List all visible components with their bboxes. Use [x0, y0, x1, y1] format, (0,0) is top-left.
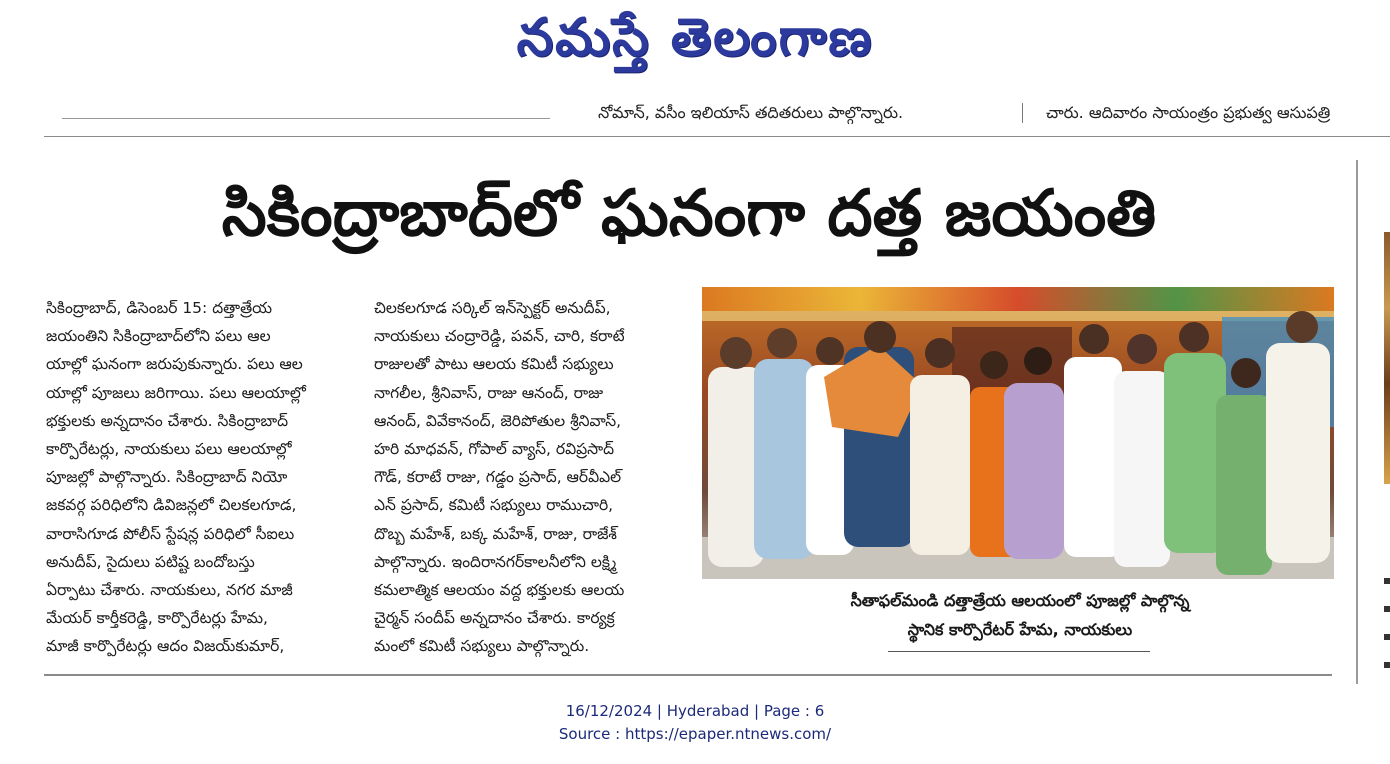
article-line: పూజల్లో పాల్గొన్నారు. సికింద్రాబాద్ నియో: [46, 468, 288, 487]
article-line: యాల్లో ఘనంగా జరుపుకున్నారు. పలు ఆల: [46, 355, 303, 374]
article-headline: సికింద్రాబాద్‌లో ఘనంగా దత్త జయంతి: [221, 177, 1157, 251]
group-photo-illustration: [702, 287, 1334, 579]
article-line: ఆనంద్, వివేకానంద్, జెరిపోతుల శ్రీనివాస్,: [374, 411, 622, 430]
article-line: నాయకులు చంద్రారెడ్డి, పవన్, చారి, కరాటే: [374, 327, 625, 346]
caption-line: స్థానిక కార్పొరేటర్ హేమ, నాయకులు: [907, 620, 1133, 639]
article-line: హరి మాధవన్, గోపాల్ వ్యాస్, రవిప్రసాద్: [374, 440, 615, 459]
article-line: మేయర్ కార్తీకరెడ్డి, కార్పొరేటర్లు హేమ,: [46, 609, 268, 628]
adjacent-photo-edge: [1384, 232, 1390, 484]
article-line: ఎన్ ప్రసాద్, కమిటీ సభ్యులు రాముచారి,: [374, 496, 614, 515]
article-line: సికింద్రాబాద్, డిసెంబర్ 15: దత్తాత్రేయ: [46, 299, 273, 317]
article-line: జయంతిని సికింద్రాబాద్‌లోని పలు ఆల: [46, 327, 271, 346]
article-line: నాగలీల, శ్రీనివాస్, రాజు ఆనంద్, రాజు: [374, 383, 604, 402]
article-line: మంలో కమిటీ సభ్యులు పాల్గొన్నారు.: [374, 637, 590, 656]
article-line: కమలాత్మిక ఆలయం వద్ద భక్తులకు ఆలయ: [374, 581, 625, 600]
previous-story-ending: నోమాన్, వసీం ఇలియాస్ తదితరులు పాల్గొన్నారు.: [598, 103, 904, 122]
source-link[interactable]: Source : https://epaper.ntnews.com/: [558, 725, 832, 743]
photo-caption: [780, 586, 1260, 644]
article-photo: [702, 287, 1334, 579]
adjacent-text-edge: [1384, 578, 1390, 678]
article-line: భక్తులకు అన్నదానం చేశారు. సికింద్రాబాద్: [46, 411, 289, 430]
caption-underline: [888, 651, 1150, 652]
article-line: గౌడ్, కరాటే రాజు, గడ్డం ప్రసాద్, ఆర్‌వీఎల్: [374, 468, 622, 487]
column-divider: [1022, 103, 1023, 123]
article-line: కార్పొరేటర్లు, నాయకులు పలు ఆలయాల్లో: [46, 440, 292, 459]
article-line: యాల్లో పూజలు జరిగాయి. పలు ఆలయాల్లో: [46, 383, 306, 402]
article-column-1: [46, 294, 352, 661]
article-line: వారాసిగూడ పోలీస్ స్టేషన్ల పరిధిలో సీఐలు: [46, 524, 295, 543]
article-line: పాల్గొన్నారు. ఇందిరానగర్‌కాలనీలోని లక్ష్మి: [374, 552, 617, 571]
article-line: దొబ్బ మహేశ్, బక్క మహేశ్, రాజు, రాజేశ్: [374, 524, 617, 543]
column-divider-right: [1356, 160, 1358, 684]
article-line: చైర్మన్ సందీప్ అన్నదానం చేశారు. కార్యక్ర: [374, 609, 615, 628]
newspaper-logo: నమస్తే తెలంగాణ: [516, 8, 874, 68]
article-line: ఏర్పాటు చేశారు. నాయకులు, నగర మాజీ: [46, 581, 293, 600]
section-rule-bottom: [44, 674, 1332, 676]
article-line: మాజీ కార్పొరేటర్లు ఆదం విజయ్‌కుమార్,: [46, 637, 285, 656]
caption-line: సీతాఫల్‌మండి దత్తాత్రేయ ఆలయంలో పూజల్లో పాల్గొన్న: [850, 591, 1190, 610]
article-line: రాజులతో పాటు ఆలయ కమిటీ సభ్యులు: [374, 355, 614, 374]
article-column-2: [374, 294, 676, 661]
masthead: [0, 0, 1390, 86]
article-line: జకవర్గ పరిధిలోని డివిజన్లలో చిలకలగూడ,: [46, 496, 297, 515]
article-line: చిలకలగూడ సర్కిల్ ఇన్‌స్పెక్టర్ అనుదీప్,: [374, 299, 611, 317]
adjacent-story-fragment: చారు. ఆదివారం సాయంత్రం ప్రభుత్వ ఆసుపత్రి: [1046, 103, 1331, 122]
section-rule-top: [44, 136, 1390, 137]
page-footer: [0, 700, 1390, 746]
article-line: అనుదీప్, సైదులు పటిష్ట బందోబస్తు: [46, 552, 255, 571]
previous-story-fragment: [62, 96, 550, 119]
edition-info: 16/12/2024 | Hyderabad | Page : 6: [565, 702, 825, 720]
